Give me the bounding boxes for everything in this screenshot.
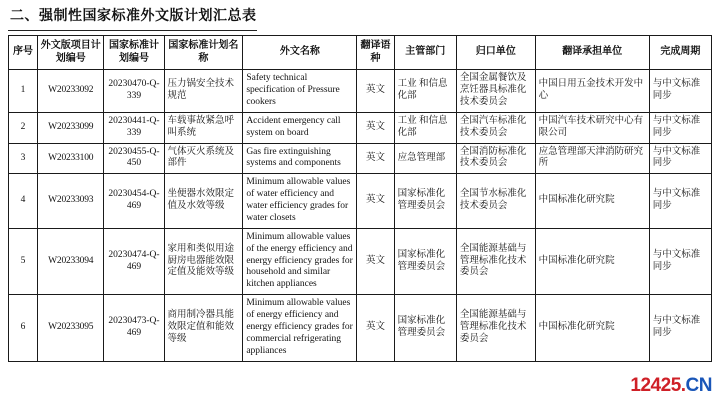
cell-translator: 中国标准化研究院 [535, 228, 649, 294]
cell-translator: 中国日用五金技术开发中心 [535, 70, 649, 113]
cell-index: 6 [9, 295, 38, 361]
table-row [9, 70, 712, 113]
col-header-std-no: 国家标准计划编号 [104, 36, 164, 70]
cell-std-no: 20230473-Q-469 [104, 295, 164, 361]
cell-language: 英文 [357, 228, 394, 294]
cell-cycle: 与中文标准同步 [649, 174, 711, 229]
col-header-language: 翻译语种 [357, 36, 394, 70]
cell-cycle: 与中文标准同步 [649, 143, 711, 174]
table-row [9, 143, 712, 174]
cell-translator: 中国标准化研究院 [535, 295, 649, 361]
cell-language: 英文 [357, 174, 394, 229]
cell-plan-no: W20233095 [38, 295, 104, 361]
cell-plan-no: W20233093 [38, 174, 104, 229]
cell-cycle: 与中文标准同步 [649, 70, 711, 113]
cell-index: 1 [9, 70, 38, 113]
cell-en-name: Minimum allowable values of the energy efficiency and energy efficiency grades for household and similar kitchen appliances [243, 228, 357, 294]
table-row [9, 174, 712, 229]
cell-cn-name: 气体灭火系统及部件 [164, 143, 243, 174]
table-row [9, 295, 712, 361]
plan-summary-table [8, 35, 712, 361]
cell-index: 3 [9, 143, 38, 174]
table-row [9, 112, 712, 143]
cell-en-name: Safety technical specification of Pressure cookers [243, 70, 357, 113]
col-header-cycle: 完成周期 [649, 36, 711, 70]
cell-language: 英文 [357, 70, 394, 113]
cell-unit: 全国能源基础与管理标准化技术委员会 [456, 228, 535, 294]
cell-plan-no: W20233094 [38, 228, 104, 294]
cell-index: 2 [9, 112, 38, 143]
cell-department: 应急管理部 [394, 143, 456, 174]
col-header-plan-no: 外文版项目计划编号 [38, 36, 104, 70]
cell-cycle: 与中文标准同步 [649, 112, 711, 143]
col-header-en-name: 外文名称 [243, 36, 357, 70]
cell-std-no: 20230470-Q-339 [104, 70, 164, 113]
cell-department: 国家标准化管理委员会 [394, 174, 456, 229]
col-header-department: 主管部门 [394, 36, 456, 70]
cell-translator: 中国标准化研究院 [535, 174, 649, 229]
cell-std-no: 20230441-Q-339 [104, 112, 164, 143]
cell-cn-name: 商用制冷器具能效限定值和能效等级 [164, 295, 243, 361]
cell-unit: 全国汽车标准化技术委员会 [456, 112, 535, 143]
cell-cycle: 与中文标准同步 [649, 228, 711, 294]
cell-language: 英文 [357, 295, 394, 361]
cell-unit: 全国消防标准化技术委员会 [456, 143, 535, 174]
cell-std-no: 20230474-Q-469 [104, 228, 164, 294]
table-row [9, 228, 712, 294]
cell-cn-name: 坐便器水效限定值及水效等级 [164, 174, 243, 229]
table-header-row [9, 36, 712, 70]
cell-department: 国家标准化管理委员会 [394, 295, 456, 361]
cell-cn-name: 家用和类似用途厨房电器能效限定值及能效等级 [164, 228, 243, 294]
cell-en-name: Gas fire extinguishing systems and components [243, 143, 357, 174]
cell-translator: 中国汽车技术研究中心有限公司 [535, 112, 649, 143]
page-title: 二、强制性国家标准外文版计划汇总表 [8, 6, 257, 31]
cell-plan-no: W20233092 [38, 70, 104, 113]
cell-department: 工业 和信息化部 [394, 112, 456, 143]
cell-unit: 全国能源基础与管理标准化技术委员会 [456, 295, 535, 361]
cell-unit: 全国金属餐饮及烹饪器具标准化技术委员会 [456, 70, 535, 113]
cell-cycle: 与中文标准同步 [649, 295, 711, 361]
watermark-dot: . [680, 375, 686, 396]
cell-plan-no: W20233100 [38, 143, 104, 174]
cell-std-no: 20230454-Q-469 [104, 174, 164, 229]
cell-en-name: Minimum allowable values of water efficiency and water efficiency grades for water closets [243, 174, 357, 229]
cell-index: 4 [9, 174, 38, 229]
watermark-number: 12425 [630, 375, 681, 396]
cell-language: 英文 [357, 143, 394, 174]
col-header-unit: 归口单位 [456, 36, 535, 70]
cell-language: 英文 [357, 112, 394, 143]
cell-translator: 应急管理部天津消防研究所 [535, 143, 649, 174]
cell-unit: 全国节水标准化技术委员会 [456, 174, 535, 229]
col-header-index: 序号 [9, 36, 38, 70]
cell-en-name: Minimum allowable values of energy efficiency and energy efficiency grades for commercial refrigerating appliances [243, 295, 357, 361]
cell-department: 工业 和信息化部 [394, 70, 456, 113]
cell-std-no: 20230455-Q-450 [104, 143, 164, 174]
cell-cn-name: 压力锅安全技术规范 [164, 70, 243, 113]
watermark-suffix: CN [685, 375, 712, 396]
col-header-cn-name: 国家标准计划名称 [164, 36, 243, 70]
cell-cn-name: 车载事故紧急呼叫系统 [164, 112, 243, 143]
cell-department: 国家标准化管理委员会 [394, 228, 456, 294]
cell-plan-no: W20233099 [38, 112, 104, 143]
col-header-translator: 翻译承担单位 [535, 36, 649, 70]
site-watermark [630, 375, 712, 397]
cell-en-name: Accident emergency call system on board [243, 112, 357, 143]
cell-index: 5 [9, 228, 38, 294]
